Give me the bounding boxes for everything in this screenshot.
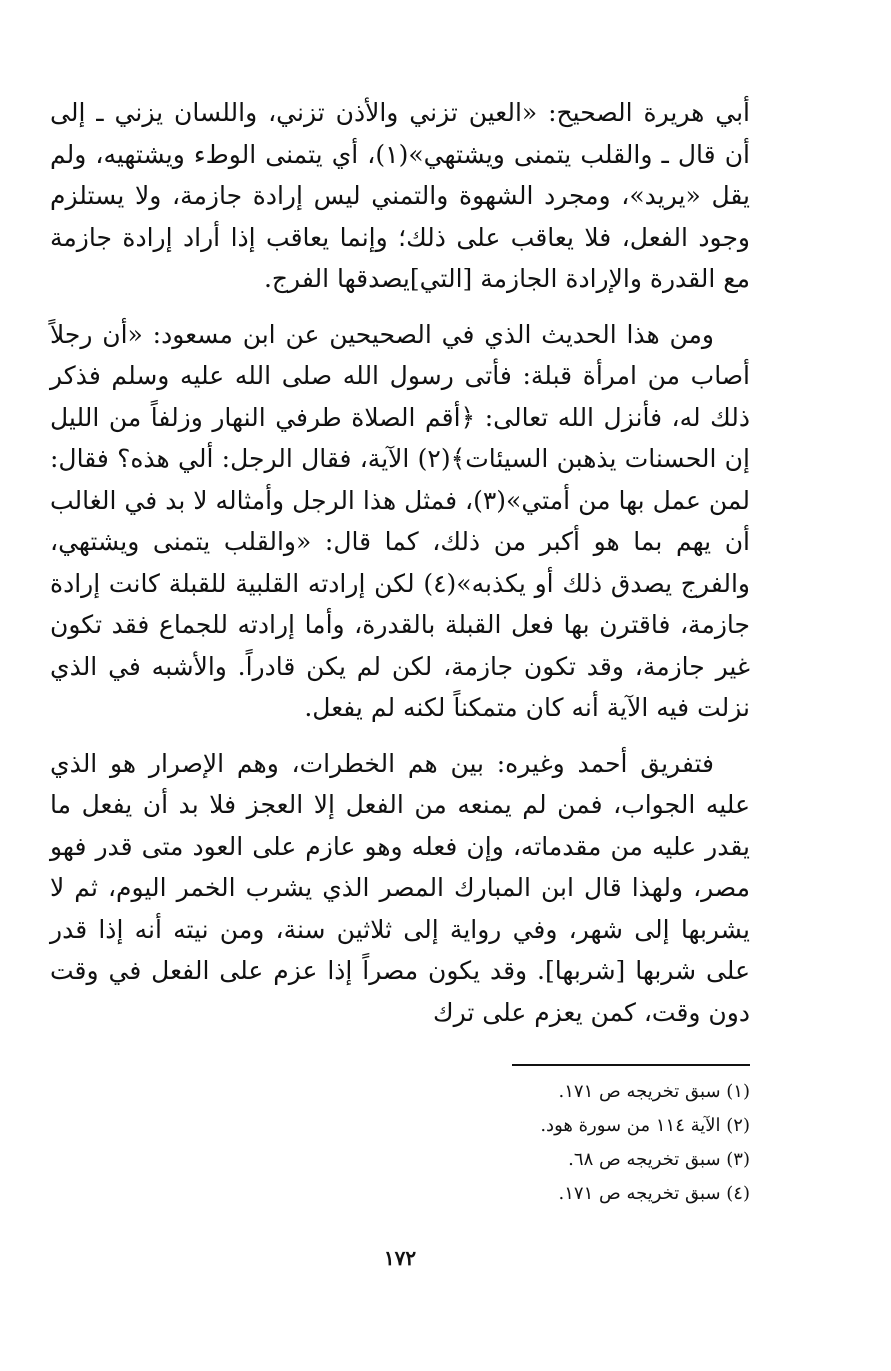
footnote-divider (512, 1064, 750, 1066)
footnote-3: (٣) سبق تخريجه ص ٦٨. (568, 1149, 750, 1170)
main-text (50, 92, 750, 1033)
paragraph-2: ومن هذا الحديث الذي في الصحيحين عن ابن مسعود: «أن رجلاً أصاب من امرأة قبلة: فأتى رسول الله صلى الله عليه وسلم فذكر ذلك له، فأنزل الله تعالى: ﴿أقم الصلاة طرفي النهار وزلفاً من الليل إن الحسنات يذهبن السيئات﴾(٢) الآية، فقال الرجل: ألي هذه؟ فقال: لمن عمل بها من أمتي»(٣)، فمثل هذا الرجل وأمثاله لا بد في الغالب أن يهم بما هو أكبر من ذلك، كما قال: «والقلب يتمنى ويشتهي، والفرج يصدق ذلك أو يكذبه»(٤) لكن إرادته القلبية للقبلة كانت إرادة جازمة، فاقترن بها فعل القبلة بالقدرة، وأما إرادته للجماع فقد تكون غير جازمة، وقد تكون جازمة، لكن لم يكن قادراً. والأشبه في الذي نزلت فيه الآية أنه كان متمكناً لكنه لم يفعل. (50, 319, 751, 722)
footnotes (350, 1075, 750, 1211)
paragraph-3: فتفريق أحمد وغيره: بين هم الخطرات، وهم الإصرار هو الذي عليه الجواب، فمن لم يمنعه من الفعل إلا العجز فلا بد أن يفعل ما يقدر عليه من مقدماته، وإن فعله وهو عازم على العود متى قدر فهو مصر، ولهذا قال ابن المبارك المصر الذي يشرب الخمر اليوم، ثم لا يشربها إلى شهر، وفي رواية إلى ثلاثين سنة، ومن نيته أنه إذا قدر على شربها [شربها]. وقد يكون مصراً إذا عزم على الفعل في وقت دون وقت، كمن يعزم على ترك (50, 748, 750, 1027)
footnote-1: (١) سبق تخريجه ص ١٧١. (558, 1081, 750, 1102)
paragraph-1: أبي هريرة الصحيح: «العين تزني والأذن تزني، واللسان يزني ـ إلى أن قال ـ والقلب يتمنى ويشتهي»(١)، أي يتمنى الوطء ويشتهيه، ولم يقل «يريد»، ومجرد الشهوة والتمني ليس إرادة جازمة، ولا يستلزم وجود الفعل، فلا يعاقب على ذلك؛ وإنما يعاقب إذا أراد إرادة جازمة مع القدرة والإرادة الجازمة [التي]يصدقها الفرج. (50, 98, 750, 293)
footnote-4: (٤) سبق تخريجه ص ١٧١. (558, 1183, 750, 1204)
page-number: ١٧٢ (383, 1246, 417, 1270)
footnote-2: (٢) الآية ١١٤ من سورة هود. (540, 1115, 750, 1136)
